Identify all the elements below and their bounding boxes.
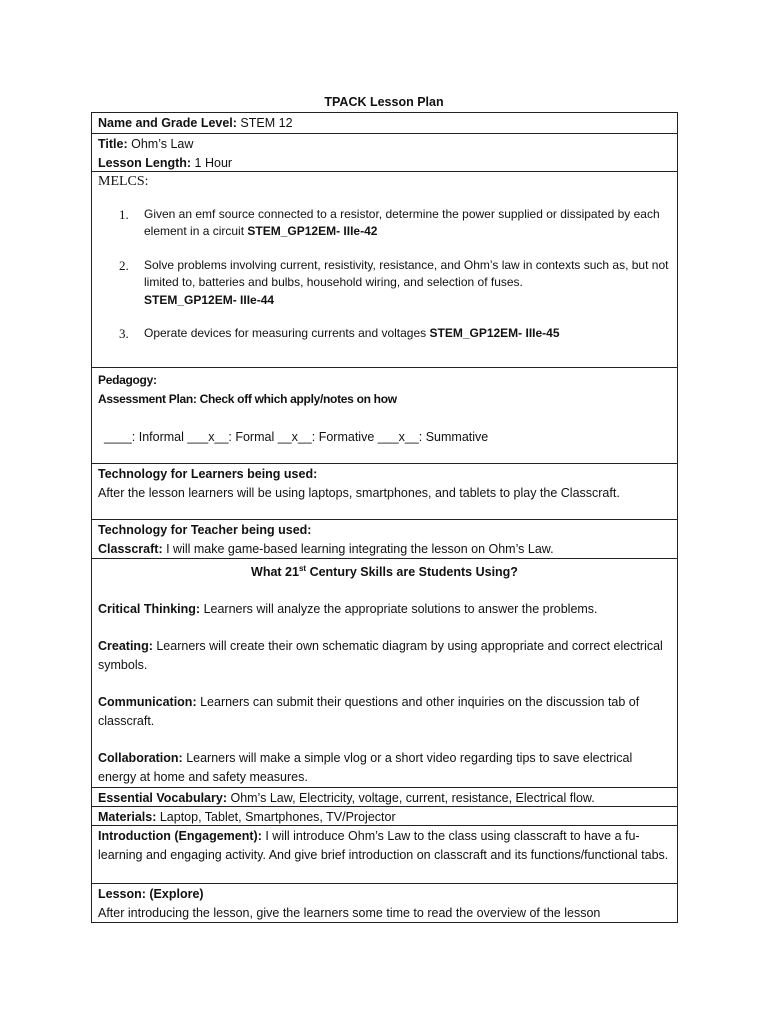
materials-label: Materials:: [98, 810, 157, 824]
materials-row: [92, 806, 677, 825]
materials-text: Laptop, Tablet, Smartphones, TV/Projector: [156, 810, 396, 824]
classcraft-label: Classcraft:: [98, 541, 163, 556]
skills-heading-sup: st: [298, 564, 307, 573]
tech-learners-label: Technology for Learners being used:: [98, 467, 318, 481]
skill-text: Learners will make a simple vlog or a short video regarding tips to save electrical energy at home and safety measures.: [98, 751, 633, 784]
lesson-explore-section: [92, 883, 677, 922]
vocabulary-label: Essential Vocabulary:: [98, 791, 227, 805]
skill-label: Collaboration:: [98, 751, 183, 766]
skill-label: Critical Thinking:: [98, 601, 201, 616]
skills-heading: [98, 560, 671, 582]
skill-item: [98, 637, 671, 674]
tech-teacher-label: Technology for Teacher being used:: [98, 523, 312, 537]
introduction-label: Introduction (Engagement):: [98, 829, 262, 843]
melc-text: Solve problems involving current, resistivity, resistance, and Ohm’s law in contexts such as, but not limited to, batteries and bulbs, household wiring, and selection of fuses.: [144, 257, 669, 289]
lesson-explore-text: After introducing the lesson, give the learners some time to read the overview of the lesson: [98, 905, 601, 920]
melc-code: STEM_GP12EM- IIIe-45: [429, 326, 560, 340]
assessment-checks: ____: Informal ___x__: Formal __x__: Formative ___x__: Summative: [104, 430, 489, 444]
skill-text: Learners will create their own schematic diagram by using appropriate and correct electrical symbols.: [98, 639, 663, 672]
melc-text: Given an emf source connected to a resistor, determine the power supplied or dissipated by each element in a circuit: [144, 206, 660, 238]
title-row: [92, 133, 677, 171]
name-grade-label: Name and Grade Level:: [98, 116, 237, 130]
skill-text: Learners will analyze the appropriate solutions to answer the problems.: [200, 601, 598, 616]
vocabulary-text: Ohm’s Law, Electricity, voltage, current, resistance, Electrical flow.: [227, 791, 595, 805]
document-title: TPACK Lesson Plan: [324, 95, 444, 109]
melc-item: [98, 257, 671, 310]
skill-item: [98, 749, 671, 786]
lesson-length-label: Lesson Length:: [98, 155, 192, 170]
melc-number: 1.: [119, 206, 129, 222]
title-value: Ohm’s Law: [127, 137, 194, 151]
vocabulary-row: [92, 787, 677, 806]
introduction-text: I will introduce Ohm’s Law to the class using classcraft to have a fu-learning and engaging activity. And give brief introduction on classcraft and its functions/functional tabs.: [98, 829, 669, 862]
pedagogy-section: [92, 367, 677, 463]
skill-label: Communication:: [98, 695, 197, 710]
skill-text: Learners can submit their questions and other inquiries on the discussion tab of classcraft.: [98, 695, 640, 728]
skills-section: [92, 558, 677, 787]
melc-item: [98, 206, 671, 241]
skills-heading-pre: What 21: [251, 565, 299, 580]
name-grade-value: STEM 12: [236, 116, 293, 130]
melcs-label: MELCS:: [98, 174, 149, 189]
name-grade-row: [92, 113, 677, 133]
melc-number: 2.: [119, 257, 129, 273]
lesson-length-value: 1 Hour: [191, 155, 233, 170]
melcs-section: [92, 171, 677, 367]
skills-heading-post: Century Skills are Students Using?: [306, 565, 518, 580]
melc-item: [98, 325, 671, 343]
assessment-plan-label: Assessment Plan: Check off which apply/notes on how: [98, 391, 397, 406]
tech-learners-text: After the lesson learners will be using laptops, smartphones, and tablets to play the Classcraft.: [98, 485, 620, 500]
title-label: Title:: [98, 137, 128, 151]
tech-teacher-text: I will make game-based learning integrating the lesson on Ohm’s Law.: [162, 541, 554, 556]
melc-code: STEM_GP12EM- IIIe-42: [247, 224, 378, 238]
lesson-explore-label: Lesson: (Explore): [98, 887, 204, 901]
skill-item: [98, 600, 671, 619]
melc-text: Operate devices for measuring currents and voltages: [144, 326, 430, 340]
skill-item: [98, 693, 671, 730]
melc-number: 3.: [119, 326, 129, 341]
introduction-section: [92, 825, 677, 883]
skill-label: Creating:: [98, 639, 153, 654]
tech-learners-section: [92, 463, 677, 519]
lesson-plan-table: [91, 112, 678, 923]
pedagogy-label: Pedagogy:: [98, 373, 157, 387]
melc-code: STEM_GP12EM- IIIe-44: [144, 292, 275, 307]
tech-teacher-section: [92, 519, 677, 558]
